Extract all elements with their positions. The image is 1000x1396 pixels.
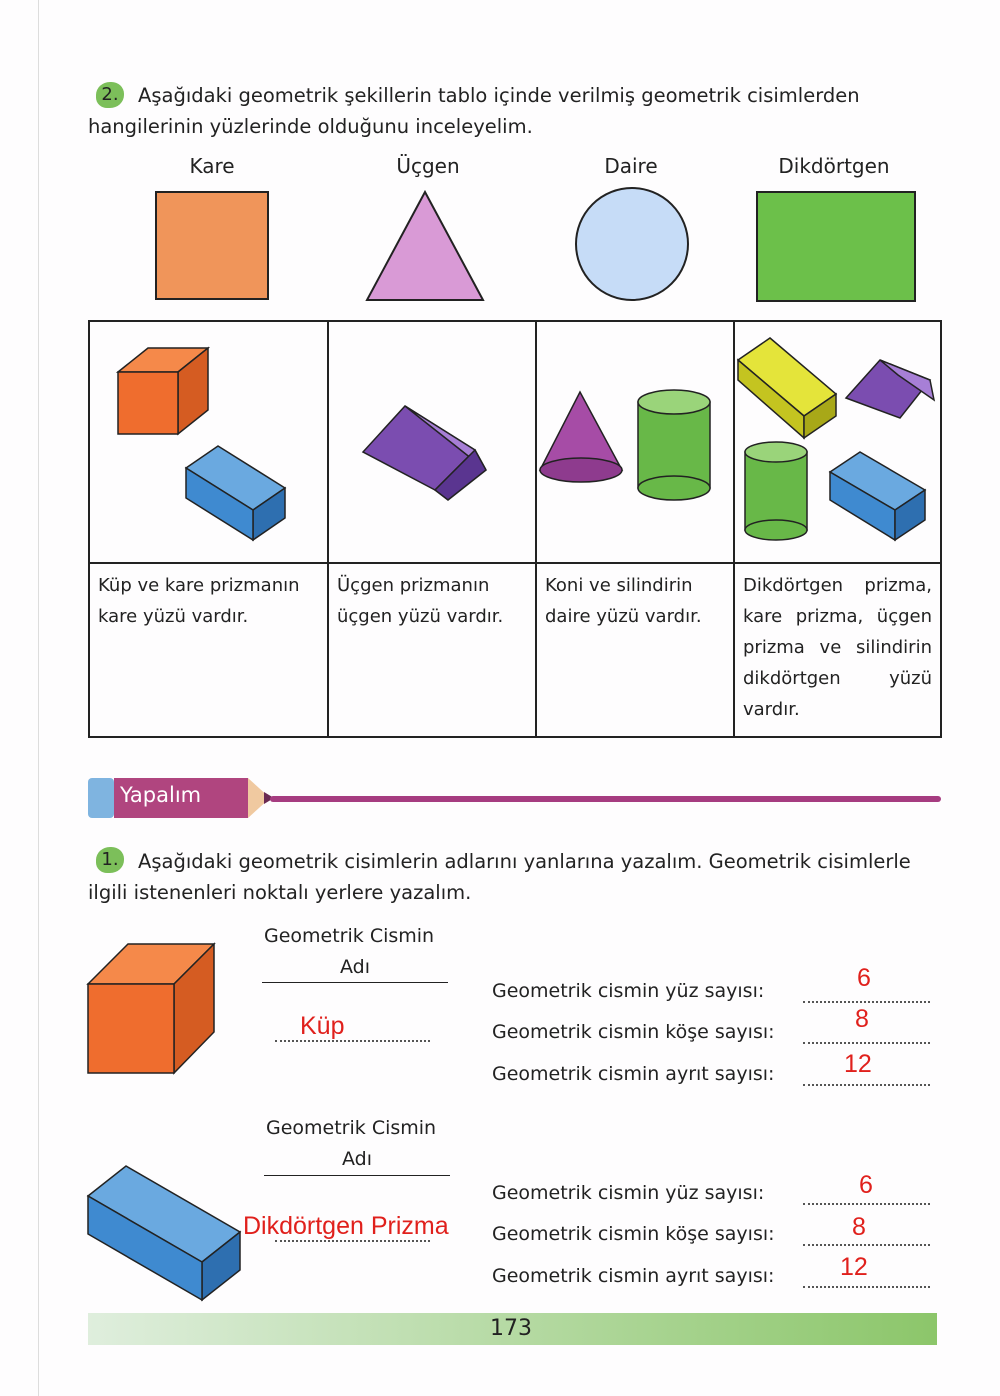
question-1-text: Aşağıdaki geometrik cisimlerin adlarını yanlarına yazalım. Geometrik cisimlerle ilgili istenenleri noktalı yerlere yazalım. bbox=[88, 850, 911, 904]
name-answer-dots bbox=[275, 1040, 430, 1042]
face-count-label: Geometrik cismin yüz sayısı: bbox=[492, 980, 765, 1002]
cube-exercise-solid bbox=[88, 944, 214, 1073]
shape-label-dikdortgen: Dikdörtgen bbox=[778, 154, 890, 178]
vertex-count-answer[interactable]: 8 bbox=[852, 1213, 866, 1241]
name-label-2: Adı bbox=[340, 956, 371, 978]
vertex-count-answer[interactable]: 8 bbox=[855, 1005, 869, 1033]
question-number-badge: 2. bbox=[96, 82, 124, 108]
name-underline bbox=[264, 1175, 450, 1176]
name-label-1: Geometrik Cismin bbox=[264, 925, 435, 947]
question-2-text: Aşağıdaki geometrik şekillerin tablo içinde verilmiş geometrik cisimlerden hangilerinin yüzlerinde olduğunu inceleyelim. bbox=[88, 84, 860, 138]
footer-bar bbox=[88, 1313, 937, 1345]
table-text-ucgen: Üçgen prizmanın üçgen yüzü vardır. bbox=[328, 563, 536, 737]
face-count-answer[interactable]: 6 bbox=[859, 1171, 873, 1199]
name-label-1: Geometrik Cismin bbox=[266, 1117, 437, 1139]
face-count-answer[interactable]: 6 bbox=[857, 964, 871, 992]
edge-count-answer[interactable]: 12 bbox=[840, 1253, 868, 1281]
name-underline bbox=[262, 982, 448, 983]
name-answer-1[interactable]: Küp bbox=[300, 1012, 345, 1040]
table-text-kare: Küp ve kare prizmanın kare yüzü vardır. bbox=[89, 563, 328, 737]
shape-label-ucgen: Üçgen bbox=[396, 154, 460, 178]
question-number-badge: 1. bbox=[96, 847, 124, 873]
page-number: 173 bbox=[490, 1316, 532, 1341]
vertex-count-label: Geometrik cismin köşe sayısı: bbox=[492, 1021, 775, 1043]
rectangular-prism-exercise-solid bbox=[88, 1166, 240, 1300]
name-label-2: Adı bbox=[342, 1148, 373, 1170]
edge-count-answer[interactable]: 12 bbox=[844, 1050, 872, 1078]
face-count-label: Geometrik cismin yüz sayısı: bbox=[492, 1182, 765, 1204]
shape-label-kare: Kare bbox=[189, 154, 235, 178]
shape-label-daire: Daire bbox=[604, 154, 658, 178]
edge-count-label: Geometrik cismin ayrıt sayısı: bbox=[492, 1063, 775, 1085]
vertex-count-dots bbox=[803, 1244, 930, 1246]
section-title: Yapalım bbox=[120, 783, 202, 807]
table-text-daire: Koni ve silindirin daire yüzü vardır. bbox=[536, 563, 734, 737]
vertex-count-label: Geometrik cismin köşe sayısı: bbox=[492, 1223, 775, 1245]
vertex-count-dots bbox=[803, 1042, 930, 1044]
edge-count-dots bbox=[803, 1084, 930, 1086]
face-count-dots bbox=[803, 1203, 930, 1205]
edge-count-dots bbox=[803, 1286, 930, 1288]
table-text-dikdortgen: Dikdörtgen prizma, kare prizma, üçgen prizma ve silindirin dikdörtgen yüzü vardır. bbox=[734, 563, 941, 737]
edge-count-label: Geometrik cismin ayrıt sayısı: bbox=[492, 1265, 775, 1287]
name-answer-2[interactable]: Dikdörtgen Prizma bbox=[243, 1212, 449, 1240]
face-count-dots bbox=[803, 1001, 930, 1003]
